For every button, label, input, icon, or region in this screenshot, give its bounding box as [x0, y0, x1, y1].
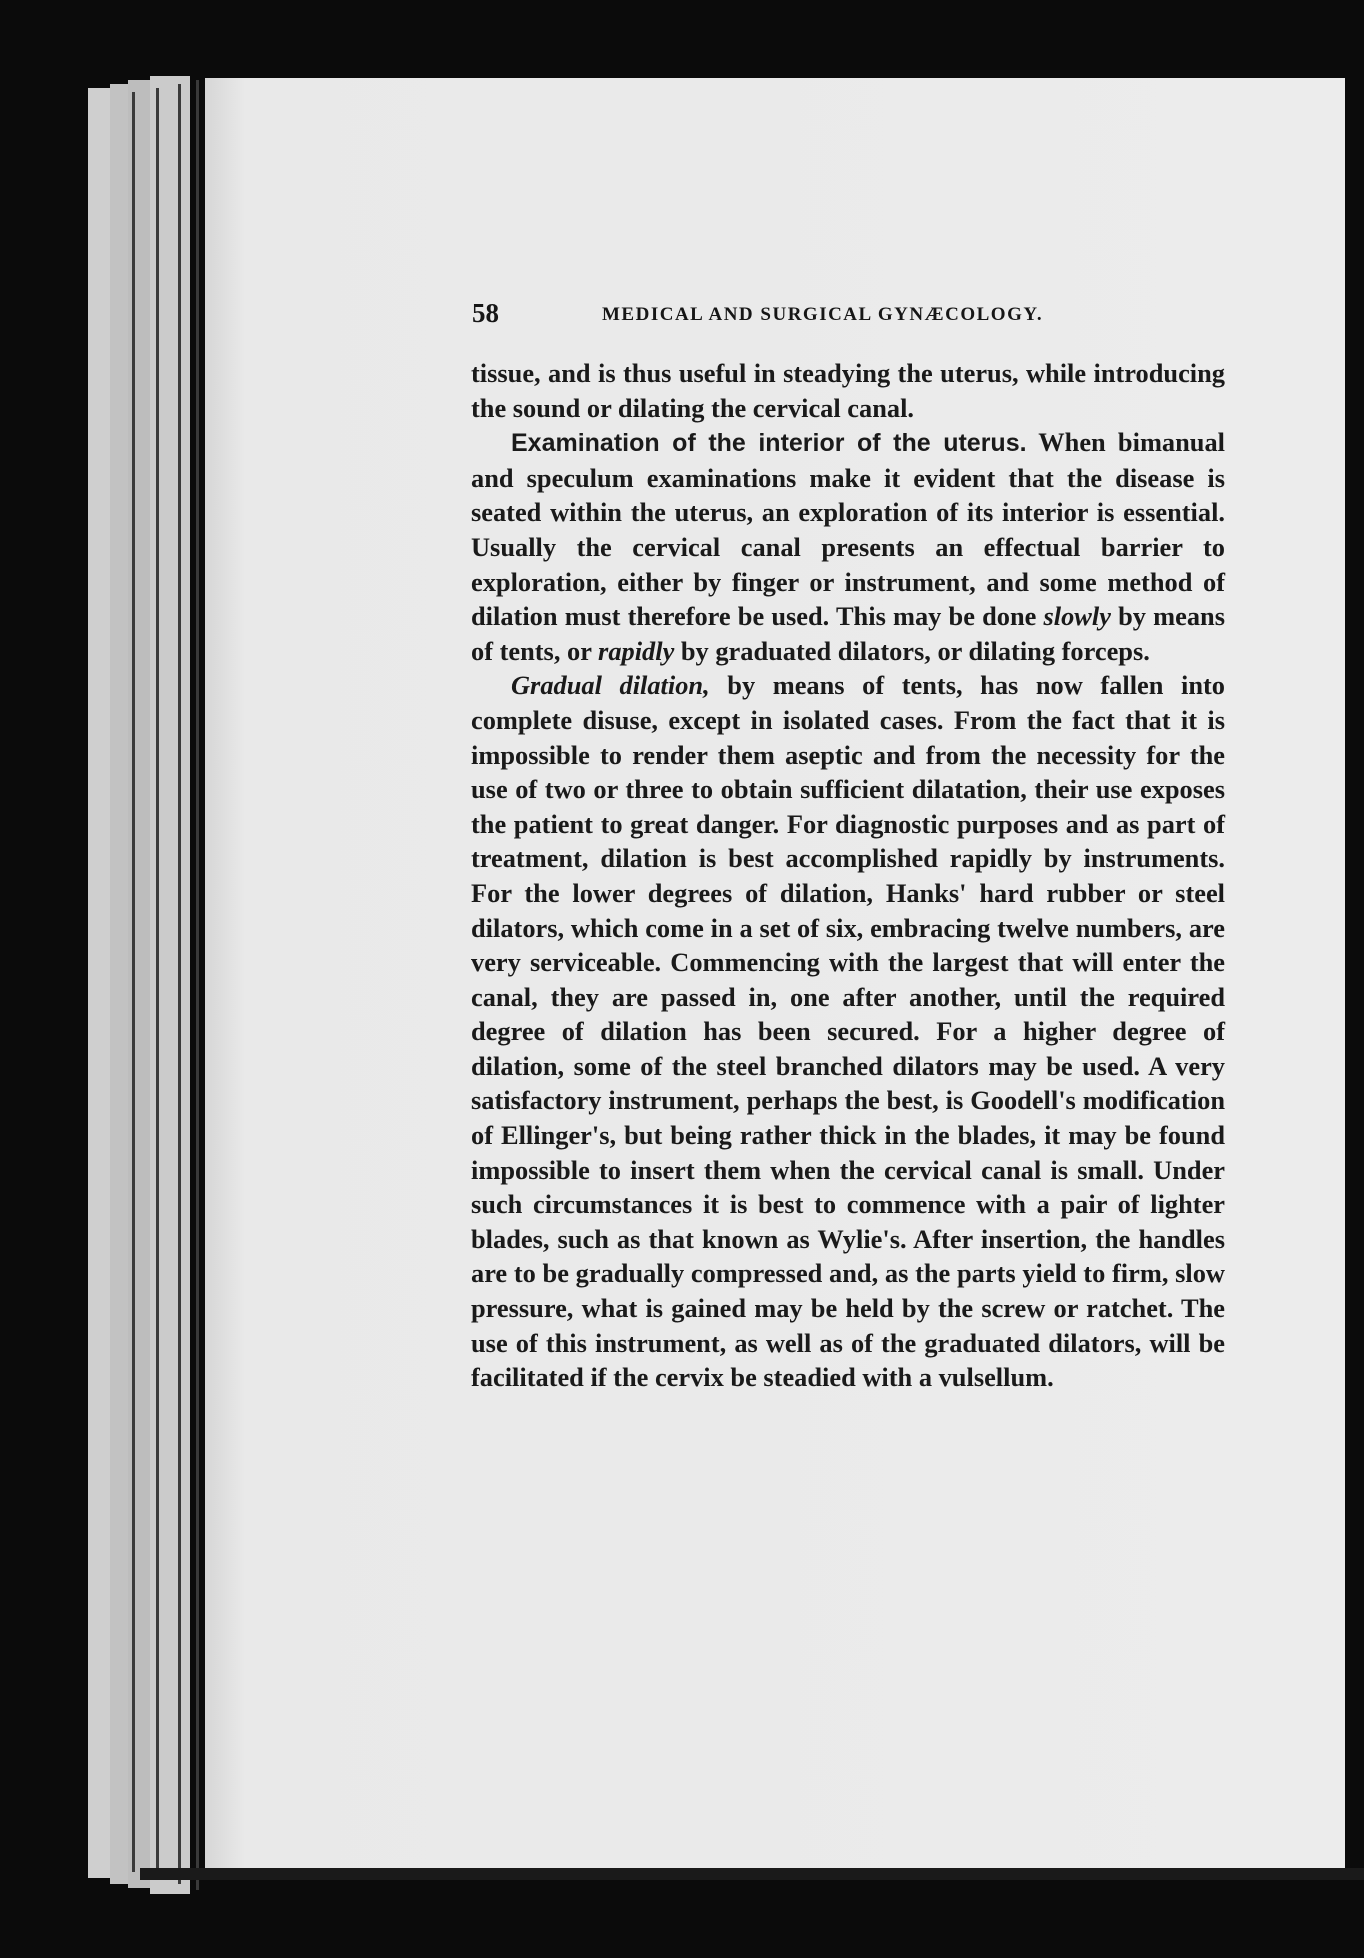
section-heading: Examination of the interior of the uterus. — [511, 429, 1027, 458]
paragraph-3-text: by means of tents, has now fallen into complete disuse, except in isolated cases. From the fact that it is impossible to render them aseptic and from the necessity for the use of two or three to obtain sufficient dilatation, their use exposes the patient to great danger. For diagnostic purposes and as part of treatment, dilation is best accomplished rapidly by instruments. For the lower degrees of dilation, Hanks' hard rubber or steel dilators, which come in a set of six, embracing twelve numbers, are very serviceable. Commencing with the largest that will enter the canal, they are passed in, one after another, until the required degree of dilation has been secured. For a higher degree of dilation, some of the steel branched dilators may be used. A very satisfactory instrument, perhaps the best, is Goodell's modification of Ellinger's, but being rather thick in the blades, it may be found impossible to insert them when the cervical canal is small. Under such circumstances it is best to commence with a pair of lighter blades, such as that known as Wylie's. After insertion, the handles are to be gradually compressed and, as the parts yield to firm, slow pressure, what is gained may be held by the screw or ratchet. The use of this instrument, as well as of the graduated dilators, will be facilitated if the cervix be steadied with a vulsellum. — [471, 670, 1225, 1393]
page-number: 58 — [472, 298, 499, 328]
paragraph-3-lead: Gradual dilation, — [511, 670, 710, 701]
paragraph-2-emphasis-slowly: slowly — [1043, 601, 1111, 632]
page-bottom-shadow — [140, 1868, 1364, 1880]
paragraph-2-text-a: When bimanual and speculum examinations make it evident that the disease is seated within the uterus, an exploration of its interior is essential. Usually the cervical canal presents an effectual barrier to exploration, either by finger or instrument, and some method of dilation must therefore be used. This may be done — [471, 427, 1226, 632]
paragraph-2-emphasis-rapidly: rapidly — [598, 635, 675, 666]
paragraph-2-text-c: by graduated dilators, or dilating forceps. — [674, 635, 1150, 666]
page-edge-line — [132, 92, 135, 1872]
paragraph-2 — [471, 425, 1225, 668]
paragraph-1-text: tissue, and is thus useful in steadying the uterus, while introducing the sound or dilating the cervical canal. — [471, 358, 1225, 423]
paragraph-3 — [471, 668, 1225, 1394]
page-edge-line — [178, 84, 181, 1884]
page-edge-line — [156, 88, 159, 1878]
running-head: MEDICAL AND SURGICAL GYNÆCOLOGY. — [602, 304, 1044, 325]
page-edge-line — [196, 80, 199, 1890]
paragraph-2-text-b: by means of tents, or — [471, 601, 1225, 666]
paragraph-1 — [471, 356, 1225, 425]
body-text — [471, 356, 1225, 1395]
